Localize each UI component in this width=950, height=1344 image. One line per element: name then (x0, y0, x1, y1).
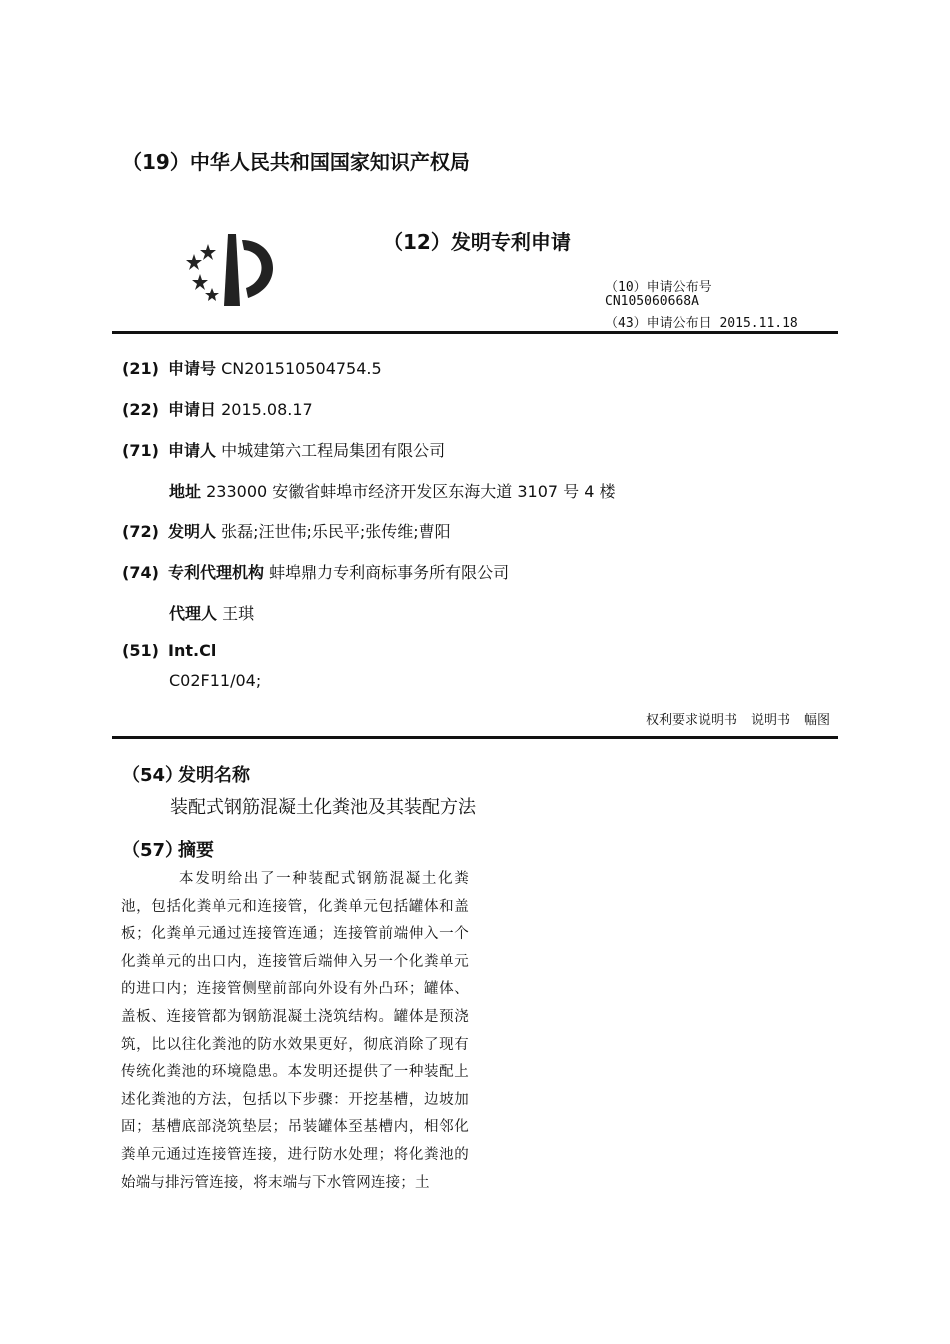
intcl-value: C02F11/04; (169, 671, 262, 690)
inventors-field (122, 519, 451, 542)
pub-date-line (605, 312, 798, 331)
tab-drawings[interactable]: 幅图 (803, 713, 830, 728)
office-code: （19） (122, 150, 190, 174)
field-label: 发明人 (168, 522, 217, 541)
cnipa-logo-icon (186, 226, 286, 312)
agency-field (122, 560, 509, 583)
doc-type-label: 发明专利申请 (450, 230, 571, 254)
field-code: (21) (122, 359, 159, 378)
inventor-names: 张磊;汪世伟;乐民平;张传维;曹阳 (221, 522, 451, 541)
application-number: CN201510504754.5 (221, 359, 382, 378)
intcl-field (122, 641, 216, 660)
office-name: 中华人民共和国国家知识产权局 (189, 150, 470, 174)
document-type (383, 226, 571, 255)
pub-number: CN105060668A (605, 294, 699, 309)
field-label: Int.Cl (168, 641, 217, 660)
field-code: (22) (122, 400, 159, 419)
agency-name: 蚌埠鼎力专利商标事务所有限公司 (269, 563, 510, 582)
pub-date-label: （43）申请公布日 (605, 316, 712, 331)
field-label: 代理人 (169, 604, 218, 623)
application-number-field (122, 356, 382, 379)
field-label: 专利代理机构 (168, 563, 265, 582)
section-code: （54） (122, 765, 184, 786)
application-date: 2015.08.17 (221, 400, 313, 419)
agent-field (169, 601, 254, 624)
header-divider (112, 331, 838, 334)
office-header (122, 146, 470, 175)
field-code: (51) (122, 641, 159, 660)
abstract-text: 本发明给出了一种装配式钢筋混凝土化粪池，包括化粪单元和连接管，化粪单元包括罐体和盖板；化粪单元通过连接管连通；连接管前端伸入一个化粪单元的出口内，连接管后端伸入另一个化粪单元的进口内；连接管侧壁前部向外设有外凸环；罐体、盖板、连接管都为钢筋混凝土浇筑结构。罐体是预浇筑，比以往化粪池的防水效果更好，彻底消除了现有传统化粪池的环境隐患。本发明还提供了一种装配上述化粪池的方法，包括以下步骤：开挖基槽，边坡加固；基槽底部浇筑垫层；吊装罐体至基槽内，相邻化粪单元通过连接管连接，进行防水处理；将化粪池的始端与排污管连接，将末端与下水管网连接；土 (121, 871, 469, 1191)
pub-number-label: （10）申请公布号 (605, 280, 712, 295)
applicant-name: 中城建第六工程局集团有限公司 (221, 441, 446, 460)
invention-title: 装配式钢筋混凝土化粪池及其装配方法 (170, 797, 476, 818)
section-label: 摘要 (178, 840, 214, 861)
abstract-heading (122, 836, 214, 862)
tab-claims[interactable]: 权利要求说明书 (645, 713, 737, 728)
field-code: (71) (122, 441, 159, 460)
agent-name: 王琪 (222, 604, 255, 623)
field-label: 申请人 (168, 441, 217, 460)
field-code: (72) (122, 522, 159, 541)
doc-type-code: （12） (383, 230, 451, 254)
field-code: (74) (122, 563, 159, 582)
pub-date: 2015.11.18 (719, 316, 798, 331)
address-field (169, 479, 616, 502)
tab-description[interactable]: 说明书 (750, 713, 790, 728)
section-divider (112, 736, 838, 739)
field-label: 申请号 (168, 359, 217, 378)
field-label: 地址 (169, 482, 202, 501)
application-date-field (122, 397, 313, 420)
document-tabs (632, 709, 830, 728)
applicant-field (122, 438, 445, 461)
section-label: 发明名称 (178, 765, 250, 786)
invention-title-heading (122, 761, 250, 787)
field-label: 申请日 (168, 400, 217, 419)
address-value: 233000 安徽省蚌埠市经济开发区东海大道 3107 号 4 楼 (206, 482, 616, 501)
section-code: （57） (122, 840, 184, 861)
